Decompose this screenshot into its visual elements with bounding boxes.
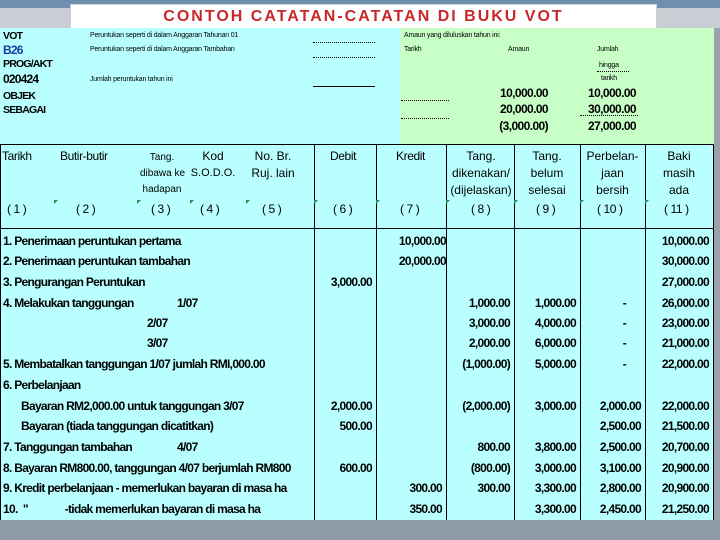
objek-label: OBJEK: [3, 90, 36, 102]
col-num: ( 9 ): [536, 202, 556, 216]
col-num: ( 8 ): [471, 202, 491, 216]
col-header-line: ada: [668, 183, 690, 197]
col-header-tarikh: Tarikh: [2, 149, 32, 163]
fill-line: [401, 100, 449, 101]
row-description: 4. Melakukan tanggungan: [3, 296, 134, 310]
row-date: 2/07: [147, 316, 168, 330]
corner-marker: [137, 200, 141, 204]
side-edge: [714, 28, 720, 520]
belum-cell: 1,000.00: [534, 296, 576, 310]
corner-marker: [376, 200, 380, 204]
col-header-line: S.O.D.O.: [190, 167, 236, 179]
belum-cell: 5,000.00: [534, 357, 576, 371]
col-header-line: dikenakan/: [451, 166, 511, 180]
baki-cell: 22,000.00: [661, 357, 709, 371]
tang-cell: 2,000.00: [468, 336, 510, 350]
fill-line: [313, 42, 375, 43]
col-header-line: dibawa ke: [140, 168, 186, 179]
row-description: 9. Kredit perbelanjaan - memerlukan bayaran di masa ha: [3, 481, 287, 495]
col-header-baki: [645, 148, 713, 199]
fill-line: [401, 118, 449, 119]
jumlah-value-1: 10,000.00: [588, 86, 636, 100]
col-num: ( 5 ): [262, 202, 282, 216]
baki-cell: 10,000.00: [661, 234, 709, 248]
fill-line: [313, 57, 375, 58]
bersih-cell: 2,500.00: [599, 440, 641, 454]
belum-cell: 3,000.00: [534, 399, 576, 413]
baki-cell: 21,000.00: [661, 336, 709, 350]
bersih-cell: -: [622, 296, 626, 310]
bottom-edge: [0, 520, 720, 540]
col-header-line: No. Br.: [254, 149, 292, 163]
col-num: ( 11 ): [664, 202, 689, 216]
belum-cell: 3,800.00: [534, 440, 576, 454]
sebagai-label: SEBAGAI: [3, 104, 46, 116]
baki-cell: 23,000.00: [661, 316, 709, 330]
amaun-value-3: (3,000.00): [499, 119, 548, 133]
baki-cell: 20,900.00: [661, 461, 709, 475]
col-header-nobr: [248, 148, 298, 182]
ledger-sheet: [0, 28, 714, 520]
bersih-cell: -: [622, 357, 626, 371]
tang-cell: (1,000.00): [462, 357, 510, 371]
tang-cell: (800.00): [470, 461, 510, 475]
title-bar: [70, 4, 657, 30]
vot-code: B26: [3, 43, 23, 57]
bersih-cell: -: [622, 316, 626, 330]
corner-marker: [645, 200, 649, 204]
bersih-cell: 3,100.00: [599, 461, 641, 475]
fill-line: [313, 86, 375, 87]
col-header-line: jaan: [601, 166, 624, 180]
amaun-value-2: 20,000.00: [500, 102, 548, 116]
col-header-line: bersih: [596, 183, 629, 197]
col-header-debit: Debit: [330, 149, 357, 163]
allocation-line-3: Jumlah peruntukan tahun ini: [90, 76, 173, 83]
corner-marker: [580, 200, 584, 204]
tang-cell: 1,000.00: [468, 296, 510, 310]
col-header-line: selesai: [528, 183, 566, 197]
progakt-code: 020424: [3, 72, 39, 86]
kredit-cell: 20,000.00: [398, 254, 446, 268]
debit-cell: 600.00: [339, 461, 372, 475]
allocation-line-2: Peruntukan seperti di dalam Anggaran Tambahan: [90, 46, 235, 53]
table-header-border: [0, 228, 714, 229]
col-header-line: (dijelaskan): [450, 183, 512, 197]
progakt-label: PROG/AKT: [3, 58, 53, 70]
baki-cell: 30,000.00: [661, 254, 709, 268]
baki-cell: 20,700.00: [661, 440, 709, 454]
baki-cell: 21,250.00: [661, 502, 709, 516]
tang-cell: 800.00: [477, 440, 510, 454]
tang-cell: 3,000.00: [468, 316, 510, 330]
jumlah-value-3: 27,000.00: [588, 119, 636, 133]
col-header-line: Ruj. lain: [251, 166, 295, 180]
col-header-line: Tang.: [532, 149, 562, 163]
row-description: 1. Penerimaan peruntukan pertama: [3, 234, 181, 248]
col-header-tang-bel: [514, 148, 580, 199]
col-header-tang-carry: [140, 150, 184, 198]
tang-cell: 300.00: [477, 481, 510, 495]
row-description: 3. Pengurangan Peruntukan: [3, 275, 145, 289]
baki-cell: 26,000.00: [661, 296, 709, 310]
baki-cell: 21,500.00: [661, 419, 709, 433]
corner-marker: [246, 200, 250, 204]
column-divider: [0, 144, 1, 520]
row-description: 6. Perbelanjaan: [3, 378, 81, 392]
col-header-line: masih: [662, 166, 695, 180]
tarikh-header: Tarikh: [404, 46, 422, 53]
baki-cell: 22,000.00: [661, 399, 709, 413]
jumlah-header: Jumlah: [597, 46, 619, 53]
row-description: 5. Membatalkan tanggungan 1/07 jumlah RMI,000.00: [3, 357, 265, 371]
tarikh2-label: tarikh: [601, 75, 617, 82]
bersih-cell: 2,500.00: [599, 419, 641, 433]
col-num: ( 6 ): [333, 202, 353, 216]
vot-label: VOT: [3, 30, 23, 42]
col-header-line: belum: [530, 166, 564, 180]
row-description: 2. Penerimaan peruntukan tambahan: [3, 254, 190, 268]
bersih-cell: 2,800.00: [599, 481, 641, 495]
row-description: 10. " -tidak memerlukan bayaran di masa ha: [3, 502, 261, 516]
corner-marker: [190, 200, 194, 204]
col-num: ( 10 ): [597, 202, 623, 216]
row-description: Bayaran RM2,000.00 untuk tanggungan 3/07: [21, 399, 244, 413]
col-header-tang-dik: [446, 148, 516, 199]
row-date: 4/07: [177, 440, 198, 454]
approved-title: Amaun yang diluluskan tahun ini:: [404, 32, 501, 39]
kredit-cell: 300.00: [409, 481, 442, 495]
col-header-kredit: Kredit: [396, 149, 425, 163]
debit-cell: 2,000.00: [330, 399, 372, 413]
col-header-line: Tang.: [466, 149, 496, 163]
corner-marker: [314, 200, 318, 204]
belum-cell: 3,000.00: [534, 461, 576, 475]
belum-cell: 3,300.00: [534, 481, 576, 495]
debit-cell: 3,000.00: [330, 275, 372, 289]
debit-cell: 500.00: [339, 419, 372, 433]
row-description: 8. Bayaran RM800.00, tanggungan 4/07 berjumlah RM800: [3, 461, 291, 475]
kredit-cell: 10,000.00: [398, 234, 446, 248]
bersih-cell: 2,450.00: [599, 502, 641, 516]
corner-marker: [54, 200, 58, 204]
table-top-border: [0, 144, 714, 145]
belum-cell: 3,300.00: [534, 502, 576, 516]
col-header-butir: Butir-butir: [60, 149, 108, 163]
amaun-header: Amaun: [508, 46, 530, 53]
belum-cell: 4,000.00: [534, 316, 576, 330]
jumlah-value-2: 30,000.00: [588, 102, 636, 116]
col-header-line: Tang.: [149, 152, 175, 163]
baki-cell: 27,000.00: [661, 275, 709, 289]
allocation-line-1: Peruntukan seperti di dalam Anggaran Tahunan 01: [90, 32, 239, 39]
col-header-line: Baki: [667, 149, 691, 163]
col-num: ( 4 ): [200, 202, 220, 216]
row-description: 7. Tanggungan tambahan: [3, 440, 133, 454]
col-header-kod: [190, 148, 236, 182]
page-title: CONTOH CATATAN-CATATAN DI BUKU VOT: [163, 8, 564, 25]
row-description: Bayaran (tiada tanggungan dicatitkan): [21, 419, 214, 433]
col-num: ( 1 ): [7, 202, 27, 216]
bersih-cell: 2,000.00: [599, 399, 641, 413]
bersih-cell: -: [622, 336, 626, 350]
col-header-line: hadapan: [142, 184, 182, 195]
corner-marker: [514, 200, 518, 204]
col-header-line: Kod: [202, 149, 224, 163]
amaun-value-1: 10,000.00: [500, 86, 548, 100]
baki-cell: 20,900.00: [661, 481, 709, 495]
col-header-perb: [580, 148, 645, 199]
belum-cell: 6,000.00: [534, 336, 576, 350]
col-header-line: Perbelan-: [586, 149, 639, 163]
col-num: ( 3 ): [151, 202, 171, 216]
tang-cell: (2,000.00): [462, 399, 510, 413]
fill-line: [597, 71, 629, 72]
col-num: ( 2 ): [76, 202, 96, 216]
hingga-label: hingga: [599, 62, 619, 69]
row-date: 3/07: [147, 336, 168, 350]
approved-amount-panel: [400, 28, 714, 145]
row-date: 1/07: [177, 296, 198, 310]
col-num: ( 7 ): [400, 202, 420, 216]
kredit-cell: 350.00: [409, 502, 442, 516]
corner-marker: [446, 200, 450, 204]
